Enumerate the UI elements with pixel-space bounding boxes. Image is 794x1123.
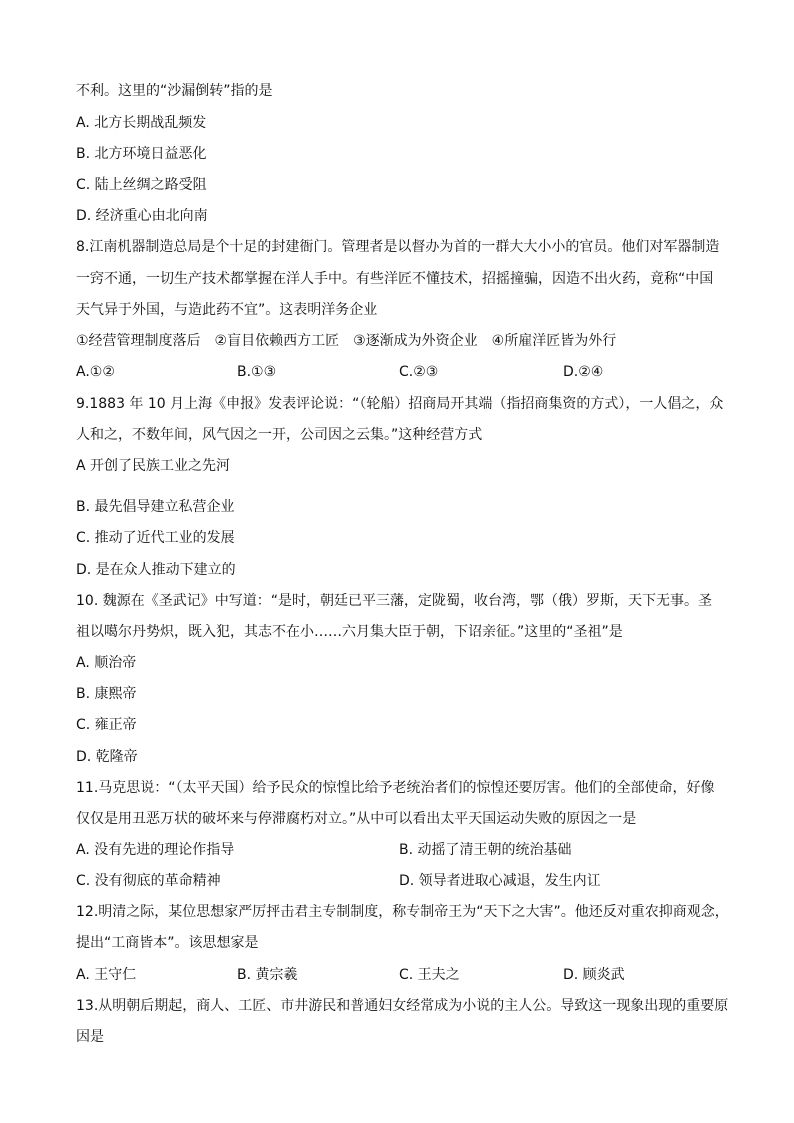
q11-stem-line-2: 仅仅是用丑恶万状的破坏来与停滞腐朽对立。”从中可以看出太平天国运动失败的原因之一是 bbox=[76, 811, 637, 827]
q10-option-c: C. 雍正帝 bbox=[76, 717, 137, 733]
q10-stem-line-1: 10. 魏源在《圣武记》中写道：“是时，朝廷已平三藩，定陇蜀，收台湾，鄂（俄）罗斯，天下无事。圣 bbox=[76, 593, 712, 609]
q8-statements: ①经营管理制度落后 ②盲目依赖西方工匠 ③逐渐成为外资企业 ④所雇洋匠皆为外行 bbox=[76, 333, 617, 349]
q12-option-c: C. 王夫之 bbox=[399, 967, 460, 983]
q9-stem-line-2: 人和之，不数年间，风气因之一开，公司因之云集。”这种经营方式 bbox=[76, 427, 483, 443]
q11-option-a: A. 没有先进的理论作指导 bbox=[76, 842, 235, 858]
q7-stem: 不利。这里的“沙漏倒转”指的是 bbox=[76, 83, 273, 99]
q13-stem-line-2: 因是 bbox=[76, 1029, 104, 1045]
q8-stem-line-3: 天气异于外国，与造此药不宜”。这表明洋务企业 bbox=[76, 302, 378, 318]
q11-option-d: D. 领导者进取心减退，发生内讧 bbox=[399, 873, 601, 889]
q9-option-b: B. 最先倡导建立私营企业 bbox=[76, 499, 235, 515]
q8-option-d: D.②④ bbox=[563, 364, 604, 380]
q9-option-c: C. 推动了近代工业的发展 bbox=[76, 530, 235, 546]
q13-stem-line-1: 13.从明朝后期起，商人、工匠、市井游民和普通妇女经常成为小说的主人公。导致这一现象出现的重要原 bbox=[76, 998, 729, 1014]
q10-option-a: A. 顺治帝 bbox=[76, 655, 137, 671]
q10-stem-line-2: 祖以噶尔丹势炽，既入犯，其志不在小……六月集大臣于朝，下诏亲征。”这里的“圣祖”是 bbox=[76, 624, 623, 640]
q7-option-a: A. 北方长期战乱频发 bbox=[76, 115, 207, 131]
q11-option-b: B. 动摇了清王朝的统治基础 bbox=[399, 842, 572, 858]
q8-stem-line-2: 一窍不通，一切生产技术都掌握在洋人手中。有些洋匠不懂技术，招摇撞骗，因造不出火药，竟称“中国 bbox=[76, 271, 714, 287]
q8-option-a: A.①② bbox=[76, 364, 115, 380]
q7-option-c: C. 陆上丝绸之路受阻 bbox=[76, 177, 207, 193]
q12-stem-line-2: 提出“工商皆本”。该思想家是 bbox=[76, 935, 259, 951]
q10-option-b: B. 康熙帝 bbox=[76, 686, 137, 702]
q11-option-c: C. 没有彻底的革命精神 bbox=[76, 873, 221, 889]
q8-option-b: B.①③ bbox=[237, 364, 277, 380]
q7-option-b: B. 北方环境日益恶化 bbox=[76, 146, 207, 162]
q9-stem-line-1: 9.1883 年 10 月上海《申报》发表评论说：“（轮船）招商局开其端（指招商集资的方式），一人倡之，众 bbox=[76, 396, 724, 412]
q10-option-d: D. 乾隆帝 bbox=[76, 749, 138, 765]
q8-stem-line-1: 8.江南机器制造总局是个十足的封建衙门。管理者是以督办为首的一群大大小小的官员。他们对军器制造 bbox=[76, 239, 720, 255]
q8-option-c: C.②③ bbox=[399, 364, 439, 380]
q9-option-a: A 开创了民族工业之先河 bbox=[76, 458, 231, 474]
q12-option-d: D. 顾炎武 bbox=[563, 967, 625, 983]
q11-stem-line-1: 11.马克思说：“（太平天国）给予民众的惊惶比给予老统治者们的惊惶还要厉害。他们的全部使命，好像 bbox=[76, 780, 715, 796]
q12-stem-line-1: 12.明清之际，某位思想家严厉抨击君主专制制度，称专制帝王为“天下之大害”。他还反对重农抑商观念， bbox=[76, 904, 729, 920]
q12-option-a: A. 王守仁 bbox=[76, 967, 137, 983]
q9-option-d: D. 是在众人推动下建立的 bbox=[76, 562, 236, 578]
q12-option-b: B. 黄宗羲 bbox=[237, 967, 298, 983]
q7-option-d: D. 经济重心由北向南 bbox=[76, 208, 208, 224]
